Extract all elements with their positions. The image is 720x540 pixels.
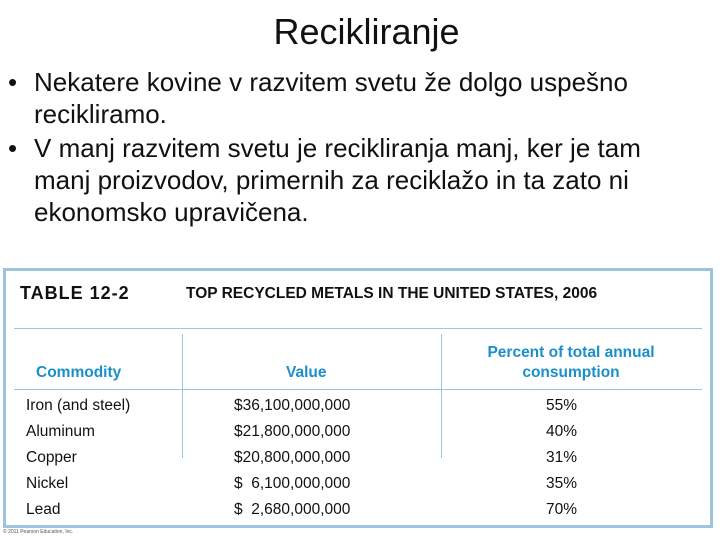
cell-commodity: Aluminum [26, 423, 95, 440]
cell-commodity: Lead [26, 501, 61, 518]
copyright-footer: © 2011 Pearson Education, Inc. [3, 529, 74, 535]
bullet-text: Nekatere kovine v razvitem svetu že dolgo uspešno recikliramo. [34, 67, 628, 129]
column-header-commodity: Commodity [36, 364, 122, 381]
cell-percent: 40% [546, 423, 578, 440]
bullet-dot-icon: • [8, 133, 18, 163]
cell-value: $ 2,680,000,000 [234, 501, 351, 518]
column-header-value: Value [286, 364, 327, 381]
table-title: TOP RECYCLED METALS IN THE UNITED STATES, 2006 [186, 285, 598, 302]
cell-percent: 35% [546, 475, 578, 492]
cell-value: $36,100,000,000 [234, 397, 351, 414]
column-divider [182, 334, 183, 458]
cell-percent: 70% [546, 501, 578, 518]
table-figure [3, 268, 713, 528]
column-divider [441, 334, 442, 458]
cell-percent: 55% [546, 397, 578, 414]
cell-value: $ 6,100,000,000 [234, 475, 351, 492]
bullet-list [4, 66, 704, 230]
cell-percent: 31% [546, 449, 578, 466]
cell-value: $21,800,000,000 [234, 423, 351, 440]
table-label: TABLE 12-2 [20, 283, 130, 303]
bullet-item [4, 132, 704, 228]
cell-commodity: Copper [26, 449, 77, 466]
cell-value: $20,800,000,000 [234, 449, 351, 466]
bullet-text: V manj razvitem svetu je recikliranja manj, ker je tam manj proizvodov, primernih za reciklažo in ta zato ni ekonomsko upravičena. [34, 133, 641, 227]
slide-title: Recikliranje [273, 11, 460, 52]
column-header-percent: Percent of total annual consumption [487, 344, 655, 381]
cell-commodity: Iron (and steel) [26, 397, 131, 414]
table-subheader-rule [14, 389, 702, 390]
bullet-dot-icon: • [8, 67, 18, 97]
table-header-rule [14, 328, 702, 329]
bullet-item [4, 66, 704, 130]
cell-commodity: Nickel [26, 475, 69, 492]
